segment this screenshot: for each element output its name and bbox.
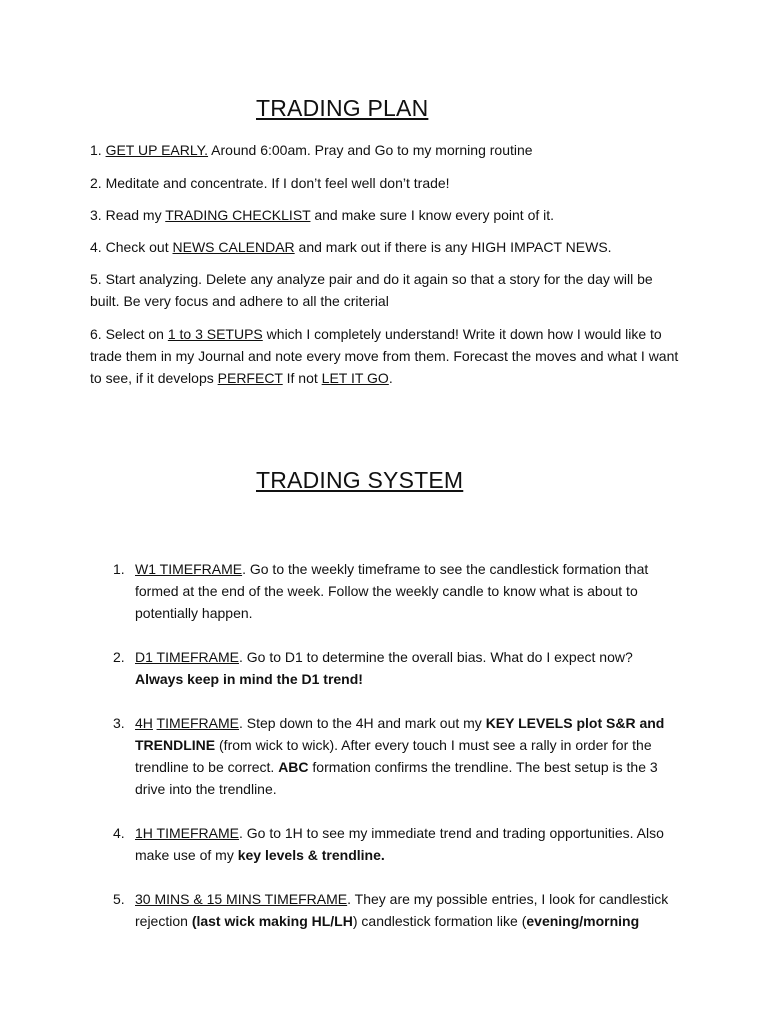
system-item-bold: ABC (278, 759, 309, 775)
plan-item-number: 5. (90, 271, 102, 287)
plan-item-5 (90, 268, 680, 312)
system-item-text: . They are my possible entries, I look for candlestick rejection (135, 891, 669, 929)
system-item-text: . Go to the weekly timeframe to see the candlestick formation that formed at the end of the week. Follow the weekly candle to know what is about to potentially happen. (135, 561, 649, 621)
system-item-body (135, 822, 678, 866)
system-item-bold: key levels & trendline. (237, 847, 385, 863)
system-item-5 (113, 888, 678, 932)
plan-item-number: 2. (90, 175, 102, 191)
plan-item-emphasis: 1 to 3 SETUPS (167, 326, 263, 342)
system-item-emphasis: 1H TIMEFRAME (135, 825, 239, 841)
system-item-bold: KEY LEVELS plot S&R and TRENDLINE (135, 715, 665, 753)
plan-item-text: Check out (105, 239, 173, 255)
system-item-emphasis: W1 TIMEFRAME (135, 561, 243, 577)
system-item-emphasis: 4H (135, 715, 153, 731)
plan-item-number: 3. (90, 207, 102, 223)
plan-item-emphasis: LET IT GO (321, 370, 389, 386)
plan-item-emphasis: GET UP EARLY. (105, 142, 209, 158)
system-item-text: . Go to 1H to see my immediate trend and trading opportunities. Also make use of my (135, 825, 664, 863)
system-item-text: formation confirms the trendline. The best setup is the 3 drive into the trendline. (135, 759, 658, 797)
plan-item-text: Around 6:00am. Pray and Go to my morning routine (208, 142, 533, 158)
system-item-4 (113, 822, 678, 866)
system-item-number: 4. (113, 825, 125, 841)
plan-item-6 (90, 323, 680, 389)
plan-item-number: 1. (90, 142, 102, 158)
system-item-text: . Step down to the 4H and mark out my (239, 715, 486, 731)
system-item-body (135, 712, 678, 800)
system-item-body (135, 888, 678, 932)
plan-item-3 (90, 204, 680, 226)
plan-item-1 (90, 139, 680, 161)
plan-item-text: Read my (105, 207, 166, 223)
plan-item-text: Start analyzing. Delete any analyze pair and do it again so that a story for the day will be built. Be very focus and adhere to all the criterial (90, 271, 653, 309)
plan-item-emphasis: TRADING CHECKLIST (165, 207, 311, 223)
system-item-bold: evening/morning (526, 913, 640, 929)
system-item-number: 1. (113, 561, 125, 577)
plan-item-text: Meditate and concentrate. If I don’t feel well don’t trade! (105, 175, 450, 191)
plan-item-text: and mark out if there is any HIGH IMPACT NEWS. (294, 239, 612, 255)
plan-item-text: . (388, 370, 393, 386)
system-item-emphasis: D1 TIMEFRAME (135, 649, 239, 665)
plan-item-text: Select on (105, 326, 168, 342)
system-item-number: 3. (113, 715, 125, 731)
plan-item-number: 4. (90, 239, 102, 255)
system-item-bold: (last wick making HL/LH (191, 913, 353, 929)
plan-item-text: and make sure I know every point of it. (310, 207, 555, 223)
trading-plan-title: TRADING PLAN (256, 95, 429, 121)
system-item-2 (113, 646, 678, 690)
plan-item-text: which I completely understand! Write it down how I would like to trade them in my Journal and note every move from them. Forecast the moves and what I want to see, if it develops (90, 326, 679, 386)
system-item-number: 2. (113, 649, 125, 665)
system-item-emphasis: TIMEFRAME (156, 715, 239, 731)
system-item-bold: Always keep in mind the D1 trend! (135, 671, 363, 687)
plan-item-number: 6. (90, 326, 102, 342)
trading-system-title: TRADING SYSTEM (256, 467, 464, 493)
system-item-text: (from wick to wick). After every touch I must see a rally in order for the trendline to be correct. (135, 737, 652, 775)
system-item-emphasis: 30 MINS & 15 MINS TIMEFRAME (135, 891, 348, 907)
system-item-1 (113, 558, 678, 624)
plan-item-text: If not (282, 370, 322, 386)
system-item-number: 5. (113, 891, 125, 907)
system-item-text: . Go to D1 to determine the overall bias. What do I expect now? (238, 649, 633, 665)
plan-item-4 (90, 236, 680, 258)
system-item-body (135, 558, 678, 624)
plan-item-emphasis: NEWS CALENDAR (172, 239, 295, 255)
plan-item-emphasis: PERFECT (217, 370, 283, 386)
plan-item-2 (90, 172, 680, 194)
system-item-3 (113, 712, 678, 800)
system-item-text: ) candlestick formation like ( (352, 913, 527, 929)
system-item-body (135, 646, 678, 690)
